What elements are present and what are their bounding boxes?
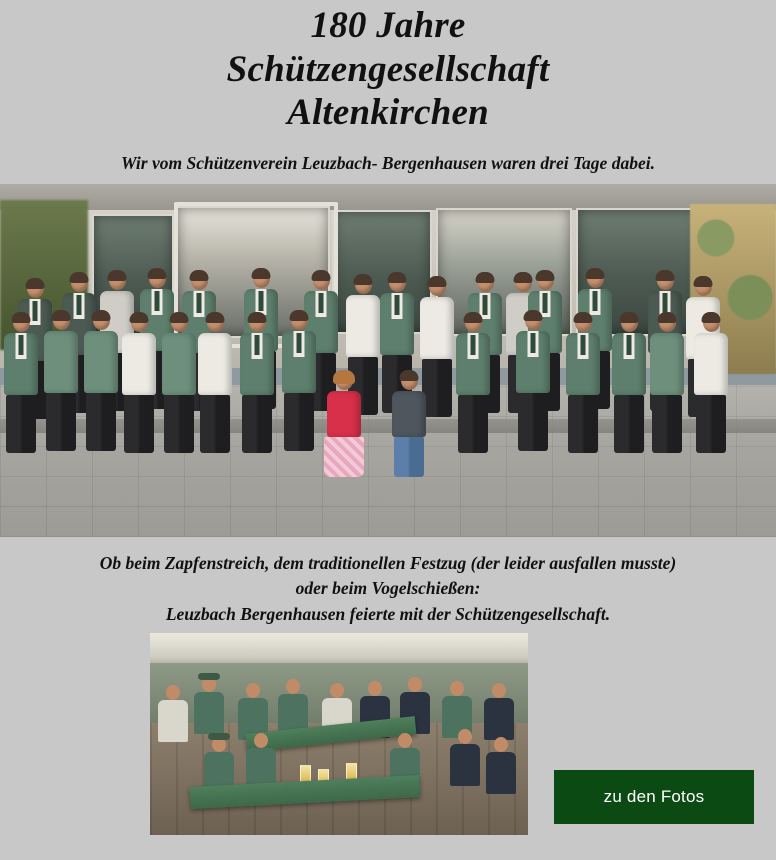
person [612, 313, 646, 453]
person [450, 729, 480, 786]
group-photo [0, 184, 776, 537]
tent-roof [150, 633, 528, 667]
festzelt-photo [150, 633, 528, 835]
zu-den-fotos-button[interactable]: zu den Fotos [554, 770, 754, 824]
person [4, 313, 38, 453]
photo-roofline [0, 184, 776, 210]
person [240, 313, 274, 453]
person [566, 313, 600, 453]
person [246, 733, 276, 790]
child-girl [324, 371, 364, 477]
middle-text [0, 537, 776, 627]
middle-text-line-3: Leuzbach Bergenhausen feierte mit der Schützengesellschaft. [165, 603, 611, 624]
person [456, 313, 490, 453]
person [198, 313, 232, 453]
person [650, 313, 684, 453]
person [694, 313, 728, 453]
person [282, 311, 316, 451]
person [158, 685, 188, 742]
page-title-line-3: Altenkirchen [287, 92, 489, 134]
page-title-line-2: Schützengesellschaft [226, 48, 550, 90]
page-subtitle: Wir vom Schützenverein Leuzbach- Bergenhausen waren drei Tage dabei. [121, 152, 655, 173]
middle-text-line-2: oder beim Vogelschießen: [295, 578, 481, 599]
person [194, 677, 224, 734]
child-boy [392, 371, 426, 477]
middle-text-line-1: Ob beim Zapfenstreich, dem traditionellen Festzug (der leider ausfallen musste) [99, 552, 677, 573]
person [162, 313, 196, 453]
person [44, 311, 78, 451]
person [484, 683, 514, 740]
person [516, 311, 550, 451]
person [122, 313, 156, 453]
person [84, 311, 118, 451]
page-title-line-1: 180 Jahre [310, 5, 466, 46]
person [486, 737, 516, 794]
page-title [0, 0, 776, 135]
